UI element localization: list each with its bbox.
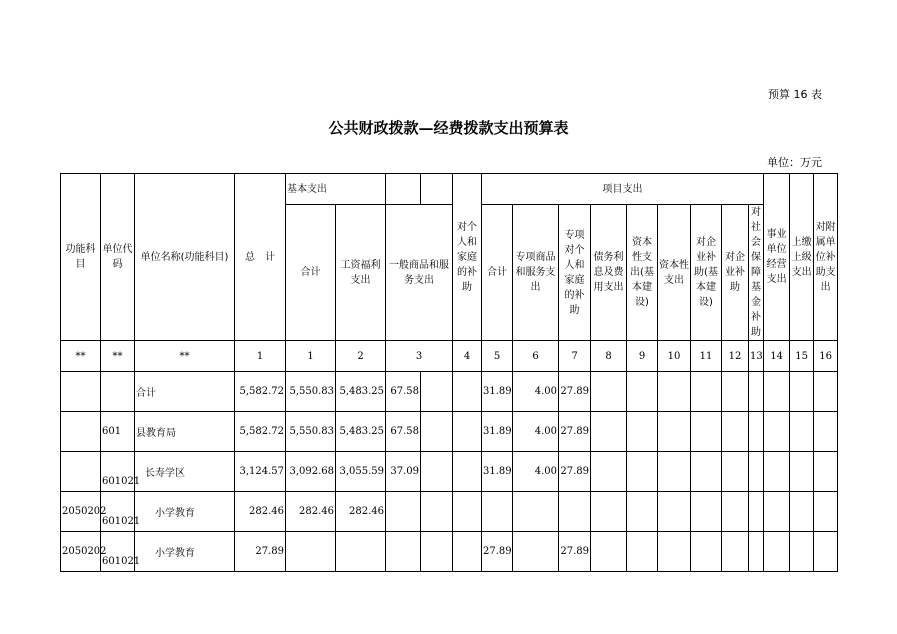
unit-code-cell xyxy=(101,372,135,412)
personal-family-cell xyxy=(453,492,482,532)
proj-total-cell: 27.89 xyxy=(482,532,513,572)
proj-total-cell xyxy=(482,492,513,532)
header-enterprise: 对企业补助 xyxy=(722,205,749,341)
header-upper-level: 上缴上级支出 xyxy=(790,174,814,341)
unit-code-cell: 601021 xyxy=(101,452,135,492)
index-cell: 16 xyxy=(814,341,838,372)
special-personal-cell: 27.89 xyxy=(559,372,591,412)
header-special-goods: 专项商品和服务支出 xyxy=(513,205,559,341)
func-code-cell xyxy=(61,372,101,412)
basic-total-cell: 5,550.83 xyxy=(286,412,336,452)
total-cell: 5,582.72 xyxy=(235,412,286,452)
unit-code-cell: 601 xyxy=(101,412,135,452)
wage-cell: 3,055.59 xyxy=(336,452,386,492)
header-project-group: 项目支出 xyxy=(482,174,764,205)
index-cell: 1 xyxy=(286,341,336,372)
personal-family-cell xyxy=(453,452,482,492)
basic-total-cell: 282.46 xyxy=(286,492,336,532)
unit-name-cell: 小学教育 xyxy=(135,532,235,572)
personal-family-cell xyxy=(453,532,482,572)
func-code-cell: 2050202 xyxy=(61,532,101,572)
header-unit-code: 单位代码 xyxy=(101,174,135,341)
index-cell: 8 xyxy=(591,341,627,372)
table-row xyxy=(61,412,838,452)
special-personal-cell: 27.89 xyxy=(559,412,591,452)
page-title: 公共财政拨款—经费拨款支出预算表 xyxy=(328,119,569,137)
unit-code-cell: 601021 xyxy=(101,532,135,572)
table-row xyxy=(61,492,838,532)
header-basic-blank-1 xyxy=(386,174,421,205)
header-personal-family: 对个人和家庭的补助 xyxy=(453,174,482,341)
budget-table xyxy=(60,173,838,572)
empty-cell xyxy=(421,412,453,452)
form-number: 预算 16 表 xyxy=(768,88,822,101)
index-cell: 10 xyxy=(658,341,691,372)
func-code-cell: 2050202 xyxy=(61,492,101,532)
header-capital-infra: 资本性支出(基本建设) xyxy=(627,205,658,341)
index-cell: 1 xyxy=(235,341,286,372)
index-cell: 6 xyxy=(513,341,559,372)
empty-cell xyxy=(421,452,453,492)
special-goods-cell: 4.00 xyxy=(513,452,559,492)
special-goods-cell: 4.00 xyxy=(513,372,559,412)
header-special-personal: 专项对个人和家庭的补助 xyxy=(559,205,591,341)
header-basic-blank-2 xyxy=(421,174,453,205)
header-basic-group: 基本支出 xyxy=(286,174,386,205)
total-cell: 5,582.72 xyxy=(235,372,286,412)
index-cell: 7 xyxy=(559,341,591,372)
index-cell: 14 xyxy=(764,341,790,372)
empty-cell xyxy=(421,532,453,572)
index-cell: 11 xyxy=(691,341,722,372)
func-code-cell xyxy=(61,452,101,492)
personal-family-cell xyxy=(453,372,482,412)
total-cell: 282.46 xyxy=(235,492,286,532)
special-goods-cell xyxy=(513,492,559,532)
index-cell: ** xyxy=(135,341,235,372)
basic-total-cell xyxy=(286,532,336,572)
index-cell: 9 xyxy=(627,341,658,372)
unit-name-cell: 长寿学区 xyxy=(135,452,235,492)
index-row xyxy=(61,341,838,372)
index-cell: 5 xyxy=(482,341,513,372)
basic-total-cell: 3,092.68 xyxy=(286,452,336,492)
general-goods-cell: 37.09 xyxy=(386,452,421,492)
index-cell: ** xyxy=(61,341,101,372)
general-goods-cell: 67.58 xyxy=(386,412,421,452)
header-total: 总 计 xyxy=(235,174,286,341)
general-goods-cell: 67.58 xyxy=(386,372,421,412)
proj-total-cell: 31.89 xyxy=(482,412,513,452)
header-social-security: 对社会保障基金补助 xyxy=(749,205,764,341)
special-goods-cell: 4.00 xyxy=(513,412,559,452)
index-cell: 15 xyxy=(790,341,814,372)
wage-cell: 5,483.25 xyxy=(336,412,386,452)
empty-cell xyxy=(421,492,453,532)
header-enterprise-infra: 对企业补助(基本建设) xyxy=(691,205,722,341)
personal-family-cell xyxy=(453,412,482,452)
wage-cell xyxy=(336,532,386,572)
header-affiliated: 对附属单位补助支出 xyxy=(814,174,838,341)
index-cell: 3 xyxy=(386,341,453,372)
index-cell: 12 xyxy=(722,341,749,372)
table-row xyxy=(61,532,838,572)
index-cell: 2 xyxy=(336,341,386,372)
unit-name-cell: 小学教育 xyxy=(135,492,235,532)
unit-label: 单位：万元 xyxy=(767,156,822,169)
header-debt-interest: 债务利息及费用支出 xyxy=(591,205,627,341)
special-personal-cell xyxy=(559,492,591,532)
header-capital: 资本性支出 xyxy=(658,205,691,341)
unit-name-cell: 县教育局 xyxy=(135,412,235,452)
header-func-code: 功能科目 xyxy=(61,174,101,341)
header-public-institution: 事业单位经营支出 xyxy=(764,174,790,341)
basic-total-cell: 5,550.83 xyxy=(286,372,336,412)
header-basic-total: 合计 xyxy=(286,205,336,341)
wage-cell: 5,483.25 xyxy=(336,372,386,412)
header-general-goods: 一般商品和服务支出 xyxy=(386,205,453,341)
unit-name-cell: 合计 xyxy=(135,372,235,412)
special-goods-cell xyxy=(513,532,559,572)
header-unit-name: 单位名称(功能科目) xyxy=(135,174,235,341)
index-cell: 13 xyxy=(749,341,764,372)
index-cell: ** xyxy=(101,341,135,372)
total-cell: 3,124.57 xyxy=(235,452,286,492)
wage-cell: 282.46 xyxy=(336,492,386,532)
unit-code-cell: 601021 xyxy=(101,492,135,532)
general-goods-cell xyxy=(386,492,421,532)
special-personal-cell: 27.89 xyxy=(559,452,591,492)
index-cell: 4 xyxy=(453,341,482,372)
general-goods-cell xyxy=(386,532,421,572)
special-personal-cell: 27.89 xyxy=(559,532,591,572)
header-proj-total: 合计 xyxy=(482,205,513,341)
empty-cell xyxy=(421,372,453,412)
table-row xyxy=(61,452,838,492)
header-wage-welfare: 工资福利支出 xyxy=(336,205,386,341)
total-cell: 27.89 xyxy=(235,532,286,572)
proj-total-cell: 31.89 xyxy=(482,372,513,412)
proj-total-cell: 31.89 xyxy=(482,452,513,492)
table-row xyxy=(61,372,838,412)
func-code-cell xyxy=(61,412,101,452)
